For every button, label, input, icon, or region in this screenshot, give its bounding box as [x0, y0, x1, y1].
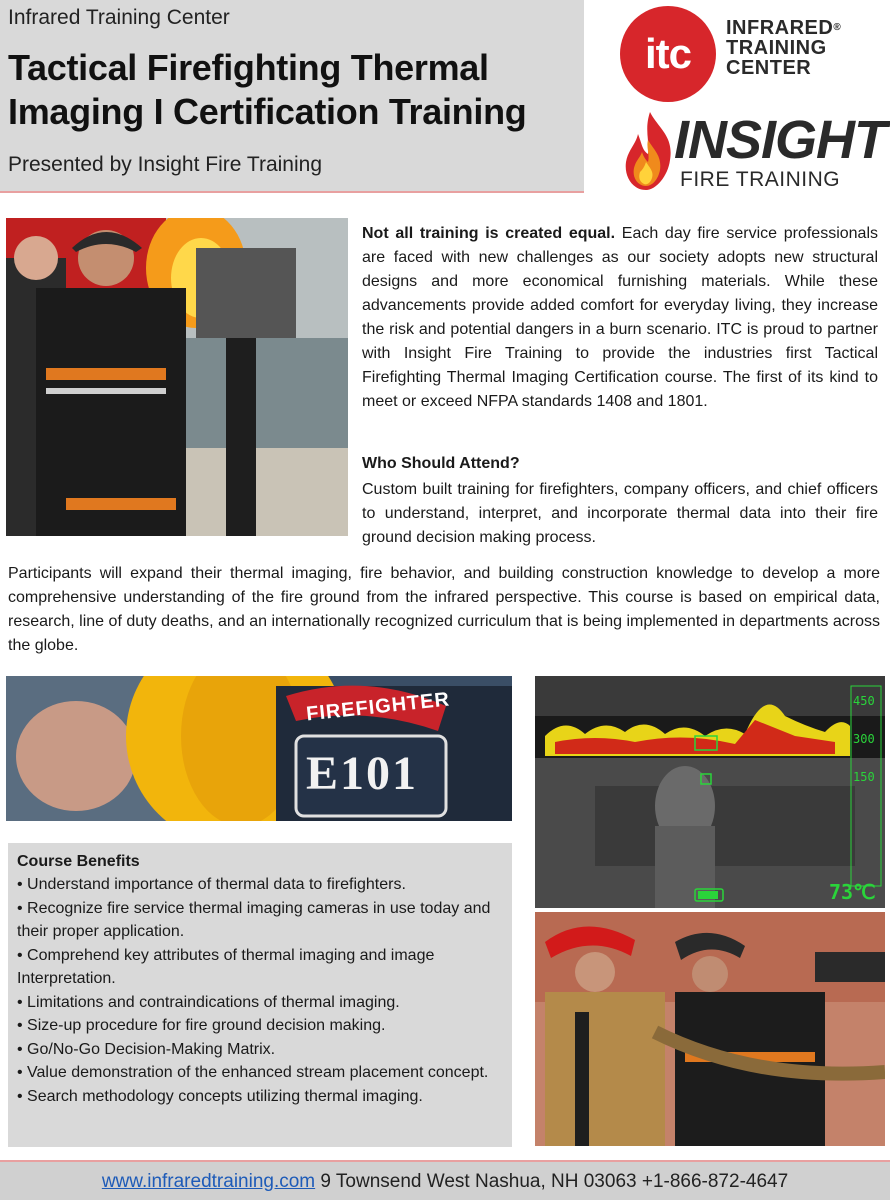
thermal-scale-low: 150 — [853, 770, 875, 784]
page-title: Tactical Firefighting Thermal Imaging I Certification Training — [8, 47, 527, 132]
helmet-photo — [6, 676, 512, 821]
thermal-scale-mid: 300 — [853, 732, 875, 746]
benefit-item: • Go/No-Go Decision-Making Matrix. — [17, 1040, 276, 1058]
benefit-item: • Value demonstration of the enhanced stream placement concept. — [17, 1064, 489, 1081]
flame-icon — [620, 110, 678, 192]
insight-subtitle: FIRE TRAINING — [680, 168, 841, 191]
insight-wordmark: INSIGHT — [674, 110, 887, 170]
presented-by: Presented by Insight Fire Training — [8, 153, 322, 176]
itc-logo-line2: TRAINING — [726, 37, 827, 59]
benefit-item: • Understand importance of thermal data to firefighters. — [17, 876, 406, 893]
itc-logo-text — [726, 18, 841, 78]
benefit-item: • Comprehend key attributes of thermal imaging and image Interpretation. — [17, 946, 435, 987]
thermal-scale-high: 450 — [853, 694, 875, 708]
course-benefits-box — [8, 843, 512, 1147]
helmet-number-text: E101 — [306, 747, 419, 800]
benefit-item: • Search methodology concepts utilizing thermal imaging. — [17, 1087, 423, 1105]
benefit-item: • Size-up procedure for fire ground decision making. — [17, 1017, 386, 1034]
itc-logo — [618, 4, 868, 104]
thermal-temperature-readout: 73℃ — [829, 880, 876, 904]
who-should-attend-text: Custom built training for firefighters, company officers, and chief officers to understand, interpret, and incorporate thermal data into their fire ground decision making process. — [362, 481, 878, 546]
itc-logo-line1: INFRARED — [726, 17, 834, 39]
course-benefits-list — [17, 873, 504, 1108]
participants-paragraph: Participants will expand their thermal imaging, fire behavior, and building construction knowledge to develop a more comprehensive understanding of the fire ground from the infrared perspective. This course is based on empirical data, research, line of duty deaths, and an internationally recognized curriculum that is being implemented in departments across the globe. — [8, 565, 880, 654]
intro-body: Each day fire service professionals are faced with new challenges as our society adopts new structural designs and more economical furnishing materials. While these advancements provide added comfort for everyday living, they increase the risk and potential dangers in a burn scenario. ITC is proud to partner with Insight Fire Training to provide the industries first Tactical Firefighting Thermal Imaging Certification course. The first of its kind to meet or exceed NFPA standards 1408 and 1801. — [362, 225, 878, 410]
contact-address: 9 Townsend West Nashua, NH 03063 +1-866-872-4647 — [315, 1171, 789, 1192]
registered-mark: ® — [833, 22, 842, 33]
firefighters-hose-photo — [535, 912, 885, 1146]
firefighters-burn-prop-photo — [6, 218, 348, 536]
footer-bar — [0, 1160, 890, 1200]
benefit-item: • Limitations and contraindications of thermal imaging. — [17, 993, 400, 1011]
header-banner — [0, 0, 584, 193]
intro-lead: Not all training is created equal. — [362, 225, 616, 242]
benefit-item: • Recognize fire service thermal imaging cameras in use today and their proper application. — [17, 899, 491, 940]
org-name: Infrared Training Center — [8, 6, 230, 29]
website-link[interactable]: www.infraredtraining.com — [101, 1171, 316, 1192]
helmet-label-text: FIREFIGHTER — [305, 688, 452, 726]
course-benefits-heading: Course Benefits — [17, 853, 140, 870]
itc-logo-mark: itc — [620, 6, 716, 102]
thermal-image-photo — [535, 676, 885, 908]
insight-logo — [620, 110, 887, 196]
intro-paragraph — [362, 222, 878, 414]
itc-logo-line3: CENTER — [726, 57, 812, 79]
who-should-attend-heading: Who Should Attend? — [362, 455, 520, 472]
